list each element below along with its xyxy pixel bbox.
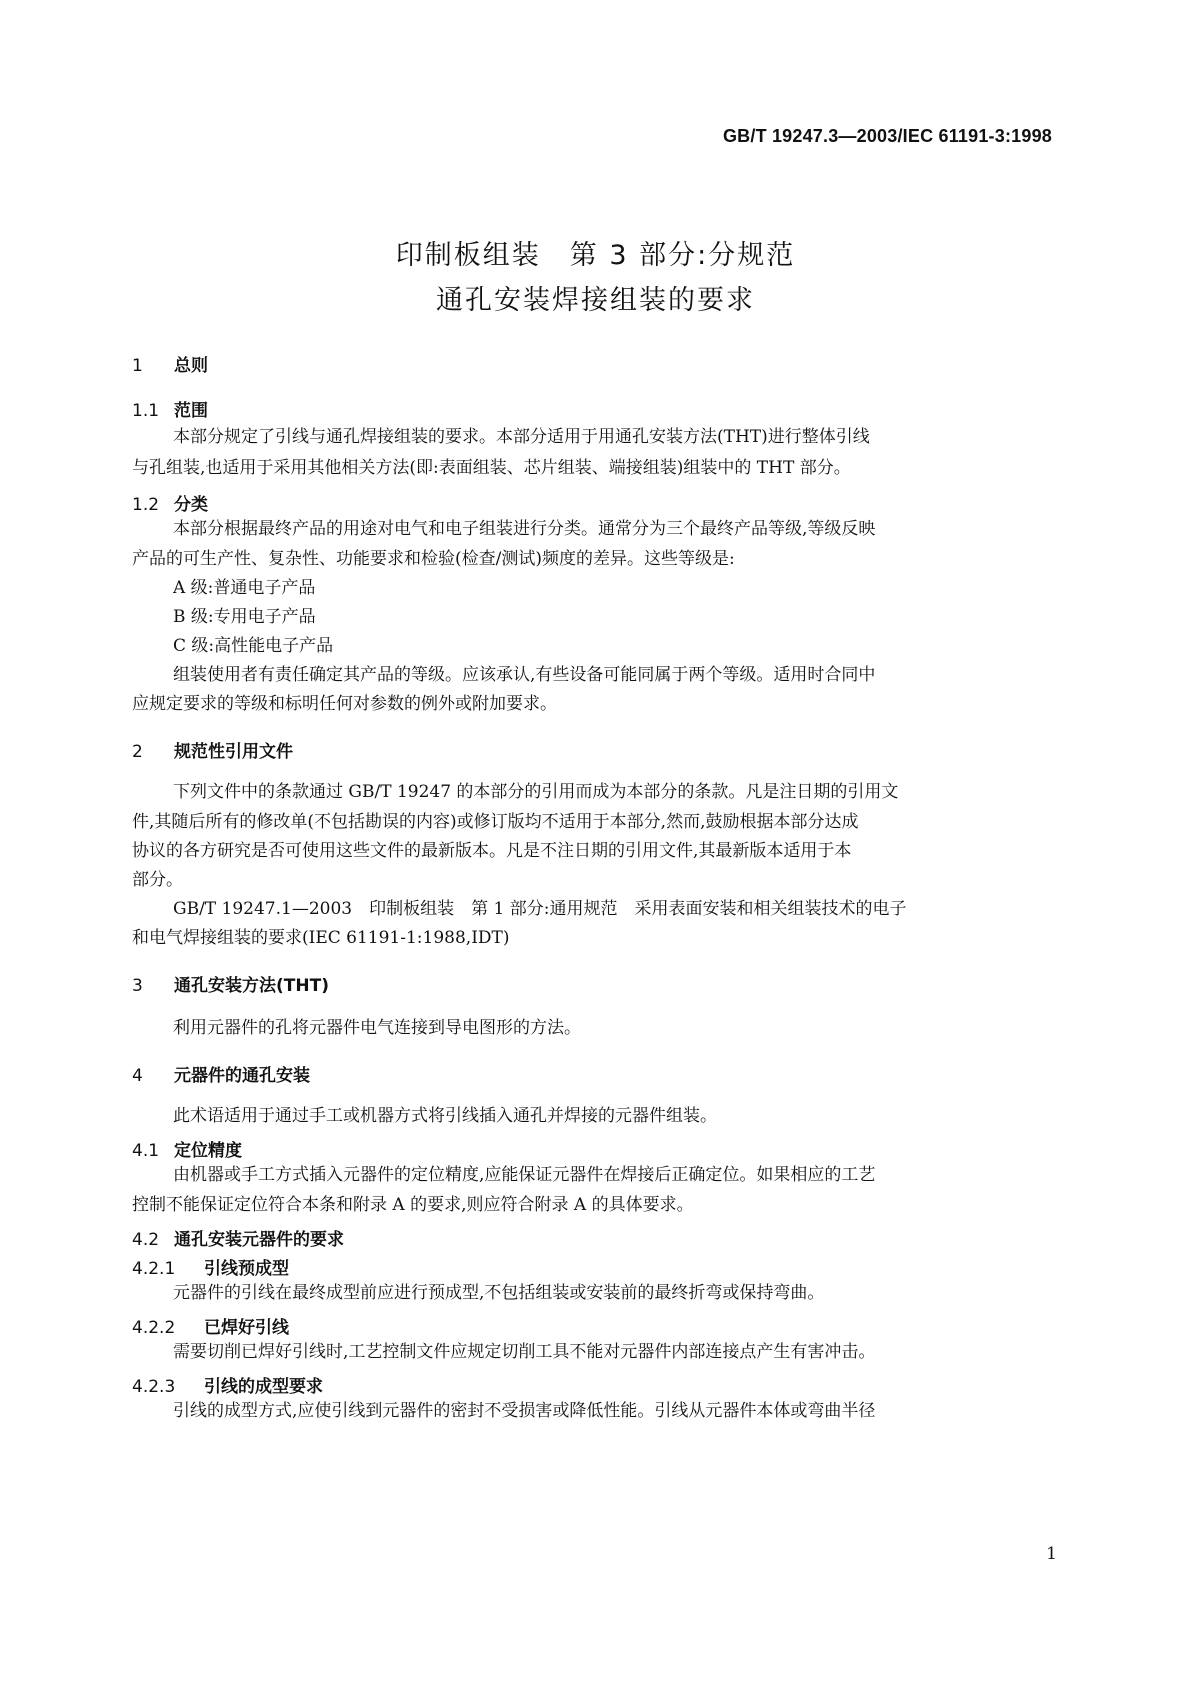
paragraph-2 [173, 776, 1103, 808]
document-title-line1: 印制板组装 第 3 部分:分规范 [395, 240, 796, 271]
section-title: 规范性引用文件 [174, 742, 293, 762]
paragraph-3 [173, 1012, 1103, 1044]
section-heading-3 [132, 971, 329, 996]
text-line: 组装使用者有责任确定其产品的等级。应该承认,有些设备可能同属于两个等级。适用时合同中 [173, 665, 876, 685]
class-a-item [173, 572, 1103, 604]
section-heading-4-2 [132, 1225, 344, 1250]
section-title: 定位精度 [174, 1141, 242, 1161]
text-line: 与孔组装,也适用于采用其他相关方法(即:表面组装、芯片组装、端接组装)组装中的 THT 部分。 [132, 458, 851, 478]
text-line: 利用元器件的孔将元器件电气连接到导电图形的方法。 [173, 1018, 581, 1038]
section-number: 4.2.3 [132, 1377, 176, 1397]
paragraph-1-1-cont [132, 452, 1062, 484]
paragraph-1-2-b-cont [132, 688, 1062, 720]
text-line: 应规定要求的等级和标明任何对参数的例外或附加要求。 [132, 694, 557, 714]
section-heading-1-1 [132, 396, 208, 421]
paragraph-1-1 [173, 421, 1103, 453]
section-number: 4.1 [132, 1141, 160, 1161]
section-heading-1-2 [132, 490, 208, 515]
class-c-item [173, 630, 1103, 662]
reference-entry [173, 893, 1103, 925]
text-line: 控制不能保证定位符合本条和附录 A 的要求,则应符合附录 A 的具体要求。 [132, 1195, 694, 1215]
text-line: 下列文件中的条款通过 GB/T 19247 的本部分的引用而成为本部分的条款。凡是注日期的引用文 [173, 782, 899, 802]
text-line: B 级:专用电子产品 [173, 607, 316, 627]
section-number: 1.2 [132, 495, 160, 515]
section-number: 2 [132, 742, 143, 762]
paragraph-4-1-cont [132, 1189, 1062, 1221]
text-line: 此术语适用于通过手工或机器方式将引线插入通孔并焊接的元器件组装。 [173, 1106, 717, 1126]
text-line: 需要切削已焊好引线时,工艺控制文件应规定切削工具不能对元器件内部连接点产生有害冲击。 [173, 1342, 876, 1362]
section-title: 已焊好引线 [204, 1318, 289, 1338]
text-line: 协议的各方研究是否可使用这些文件的最新版本。凡是不注日期的引用文件,其最新版本适用于本 [132, 841, 852, 861]
section-heading-4-2-3 [132, 1372, 323, 1397]
section-title: 通孔安装元器件的要求 [174, 1230, 344, 1250]
text-line: 由机器或手工方式插入元器件的定位精度,应能保证元器件在焊接后正确定位。如果相应的工艺 [173, 1165, 876, 1185]
section-title: 范围 [174, 401, 208, 421]
paragraph-4-1 [173, 1159, 1103, 1191]
section-heading-2 [132, 737, 293, 762]
paragraph-2-cont-3 [132, 864, 1062, 896]
text-line: 本部分根据最终产品的用途对电气和电子组装进行分类。通常分为三个最终产品等级,等级反映 [173, 519, 876, 539]
section-heading-1 [132, 351, 208, 376]
section-title: 元器件的通孔安装 [174, 1066, 310, 1086]
section-title: 分类 [174, 495, 208, 515]
paragraph-1-2-a-cont [132, 543, 1062, 575]
section-number: 4.2.1 [132, 1259, 176, 1279]
text-line: 和电气焊接组装的要求(IEC 61191-1:1988,IDT) [132, 928, 510, 948]
text-line: 元器件的引线在最终成型前应进行预成型,不包括组装或安装前的最终折弯或保持弯曲。 [173, 1283, 825, 1303]
paragraph-4 [173, 1100, 1103, 1132]
paragraph-4-2-1 [173, 1277, 1103, 1309]
section-title: 总则 [174, 356, 208, 376]
section-heading-4 [132, 1061, 310, 1086]
section-number: 4 [132, 1066, 143, 1086]
section-heading-4-2-1 [132, 1254, 289, 1279]
section-title: 引线预成型 [204, 1259, 289, 1279]
section-title: 通孔安装方法(THT) [174, 976, 329, 996]
page-number: 1 [1046, 1544, 1057, 1564]
text-line: 产品的可生产性、复杂性、功能要求和检验(检查/测试)频度的差异。这些等级是: [132, 549, 735, 569]
section-title: 引线的成型要求 [204, 1377, 323, 1397]
paragraph-1-2-b [173, 659, 1103, 691]
paragraph-2-cont-2 [132, 835, 1062, 867]
text-line: 件,其随后所有的修改单(不包括勘误的内容)或修订版均不适用于本部分,然而,鼓励根据本部分达成 [132, 812, 859, 832]
section-number: 4.2 [132, 1230, 160, 1250]
text-line: A 级:普通电子产品 [173, 578, 316, 598]
document-title-line2: 通孔安装焊接组装的要求 [436, 285, 755, 316]
paragraph-4-2-2 [173, 1336, 1103, 1368]
paragraph-1-2-a [173, 513, 1103, 545]
paragraph-4-2-3 [173, 1395, 1103, 1427]
text-line: 本部分规定了引线与通孔焊接组装的要求。本部分适用于用通孔安装方法(THT)进行整体引线 [173, 427, 870, 447]
class-b-item [173, 601, 1103, 633]
paragraph-2-cont-1 [132, 806, 1062, 838]
text-line: 部分。 [132, 870, 183, 890]
section-heading-4-2-2 [132, 1313, 289, 1338]
section-number: 4.2.2 [132, 1318, 176, 1338]
reference-entry-cont [132, 922, 1062, 954]
section-number: 1.1 [132, 401, 160, 421]
standard-code: GB/T 19247.3—2003/IEC 61191-3:1998 [722, 126, 1052, 146]
text-line: GB/T 19247.1—2003 印制板组装 第 1 部分:通用规范 采用表面安装和相关组装技术的电子 [173, 899, 907, 919]
section-number: 3 [132, 976, 143, 996]
text-line: 引线的成型方式,应使引线到元器件的密封不受损害或降低性能。引线从元器件本体或弯曲半径 [173, 1401, 876, 1421]
text-line: C 级:高性能电子产品 [173, 636, 334, 656]
section-heading-4-1 [132, 1136, 242, 1161]
section-number: 1 [132, 356, 143, 376]
